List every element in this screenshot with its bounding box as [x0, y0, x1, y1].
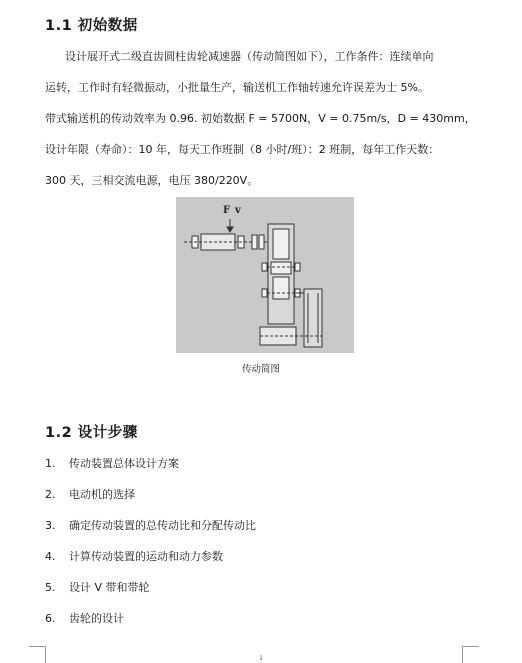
belt-drive [304, 289, 322, 347]
list-item-number: 4. [45, 550, 56, 563]
label-v: v [235, 205, 241, 216]
page-number: 1 [259, 655, 263, 662]
coupling-left [252, 235, 257, 249]
bearing-c [262, 289, 267, 297]
list-item [45, 548, 223, 564]
bearing-b [295, 263, 300, 271]
list-item [45, 517, 256, 533]
list-item-text: 传动装置总体设计方案 [69, 457, 179, 470]
low-speed-gear [273, 229, 289, 259]
list-item [45, 579, 150, 595]
intermediate-gear-1 [271, 262, 291, 274]
paragraph-line-4: 设计年限（寿命）：10 年，每天工作班制（8 小时/班）：2 班制，每年工作天数： [45, 143, 440, 156]
paragraph-line-5: 300 天，三相交流电源，电压 380/220V。 [45, 174, 259, 187]
transmission-diagram [176, 197, 354, 353]
list-item-number: 5. [45, 581, 56, 594]
list-item-number: 1. [45, 457, 56, 470]
list-item-text: 计算传动装置的运动和动力参数 [69, 550, 223, 563]
force-arrowhead [227, 227, 233, 232]
paragraph-line-3: 带式输送机的传动效率为 0.96. 初始数据 F = 5700N，V = 0.75m/s，D = 430mm， [45, 112, 476, 125]
paragraph-line-1: 设计展开式二级直齿圆柱齿轮减速器（传动简图如下），工作条件：连续单向 [65, 50, 434, 63]
intermediate-gear-2 [273, 277, 289, 299]
figure-caption: 传动简图 [241, 364, 280, 375]
list-item-text: 电动机的选择 [69, 488, 135, 501]
list-item-text: 确定传动装置的总传动比和分配传动比 [69, 519, 256, 532]
list-item-text: 齿轮的设计 [69, 612, 124, 625]
list-item [45, 486, 135, 502]
section-heading-design-steps: 1.2 设计步骤 [45, 425, 138, 441]
list-item-text: 设计 V 带和带轮 [69, 581, 150, 594]
bearing-a [262, 263, 267, 271]
coupling-right [259, 235, 264, 249]
section-heading-initial-data: 1.1 初始数据 [45, 18, 138, 34]
list-item-number: 6. [45, 612, 56, 625]
paragraph-line-2: 运转，工作时有轻微振动，小批量生产，输送机工作轴转速允许误差为士 5%。 [45, 81, 429, 94]
list-item-number: 3. [45, 519, 56, 532]
list-item [45, 610, 124, 626]
label-f: F [223, 205, 231, 216]
list-item [45, 455, 179, 471]
transmission-diagram-drawing [176, 197, 354, 353]
list-item-number: 2. [45, 488, 56, 501]
